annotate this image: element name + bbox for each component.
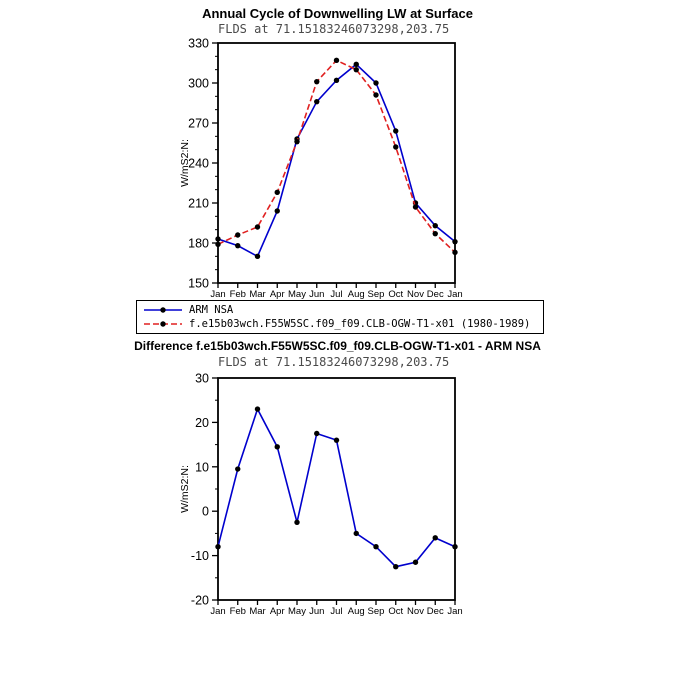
svg-text:Jul: Jul xyxy=(330,606,343,617)
svg-text:Sep: Sep xyxy=(367,606,385,617)
svg-text:270: 270 xyxy=(188,116,209,131)
svg-text:180: 180 xyxy=(188,236,209,251)
difference-subtitle: FLDS at 71.15183246073298,203.75 xyxy=(218,355,450,369)
y-axis-title: W/mS2:N: xyxy=(179,139,191,187)
series-difference xyxy=(215,406,457,569)
svg-text:Nov: Nov xyxy=(407,606,424,617)
svg-text:10: 10 xyxy=(195,460,209,475)
svg-text:Jul: Jul xyxy=(330,289,343,300)
svg-text:Feb: Feb xyxy=(229,289,246,300)
annual-cycle-subtitle: FLDS at 71.15183246073298,203.75 xyxy=(218,22,450,36)
svg-text:Jan: Jan xyxy=(447,289,463,300)
svg-text:Apr: Apr xyxy=(269,606,285,617)
svg-text:Jun: Jun xyxy=(309,606,325,617)
legend-item-model xyxy=(139,317,541,331)
difference-title: Difference f.e15b03wch.F55W5SC.f09_f09.CLB-OGW-T1-x01 - ARM NSA xyxy=(134,339,541,353)
svg-text:300: 300 xyxy=(188,76,209,91)
svg-text:Sep: Sep xyxy=(367,289,385,300)
svg-text:210: 210 xyxy=(188,196,209,211)
svg-text:Oct: Oct xyxy=(388,289,404,300)
legend-line-sample-blue xyxy=(141,304,185,316)
svg-text:Jan: Jan xyxy=(210,606,226,617)
y-axis xyxy=(188,38,218,291)
svg-text:240: 240 xyxy=(188,156,209,171)
svg-text:150: 150 xyxy=(188,276,209,291)
difference-chart xyxy=(0,372,675,622)
x-axis xyxy=(210,600,462,617)
svg-text:Feb: Feb xyxy=(229,606,246,617)
legend-label-model: f.e15b03wch.F55W5SC.f09_f09.CLB-OGW-T1-x01 (1980-1989) xyxy=(189,318,531,330)
svg-text:Aug: Aug xyxy=(347,289,365,300)
legend-line-sample-red xyxy=(141,318,185,330)
annual-cycle-chart xyxy=(0,38,675,300)
legend-item-arm-nsa xyxy=(139,303,541,317)
svg-text:330: 330 xyxy=(188,38,209,51)
y-axis xyxy=(191,372,218,608)
svg-text:Aug: Aug xyxy=(347,606,365,617)
svg-text:20: 20 xyxy=(195,415,209,430)
svg-text:Dec: Dec xyxy=(426,606,444,617)
svg-text:Oct: Oct xyxy=(388,606,404,617)
x-axis xyxy=(210,283,462,300)
annual-cycle-title: Annual Cycle of Downwelling LW at Surface xyxy=(202,6,473,21)
svg-text:Apr: Apr xyxy=(269,289,285,300)
y-axis-title: W/mS2:N: xyxy=(179,465,191,513)
plot-frame xyxy=(218,378,455,600)
legend xyxy=(136,300,544,334)
svg-text:Jan: Jan xyxy=(210,289,226,300)
svg-text:May: May xyxy=(288,606,306,617)
svg-text:Jun: Jun xyxy=(309,289,325,300)
svg-text:-20: -20 xyxy=(190,593,209,608)
svg-text:Mar: Mar xyxy=(249,606,266,617)
svg-text:-10: -10 xyxy=(190,549,209,564)
svg-text:0: 0 xyxy=(202,504,209,519)
series-f-e15b03wch-f55w5sc-f09-f09-clb- xyxy=(215,58,457,255)
svg-text:Jan: Jan xyxy=(447,606,463,617)
svg-text:30: 30 xyxy=(195,372,209,386)
svg-text:May: May xyxy=(288,289,306,300)
svg-text:Nov: Nov xyxy=(407,289,424,300)
legend-label-arm-nsa: ARM NSA xyxy=(189,304,234,316)
svg-text:Dec: Dec xyxy=(426,289,444,300)
svg-text:Mar: Mar xyxy=(249,289,266,300)
